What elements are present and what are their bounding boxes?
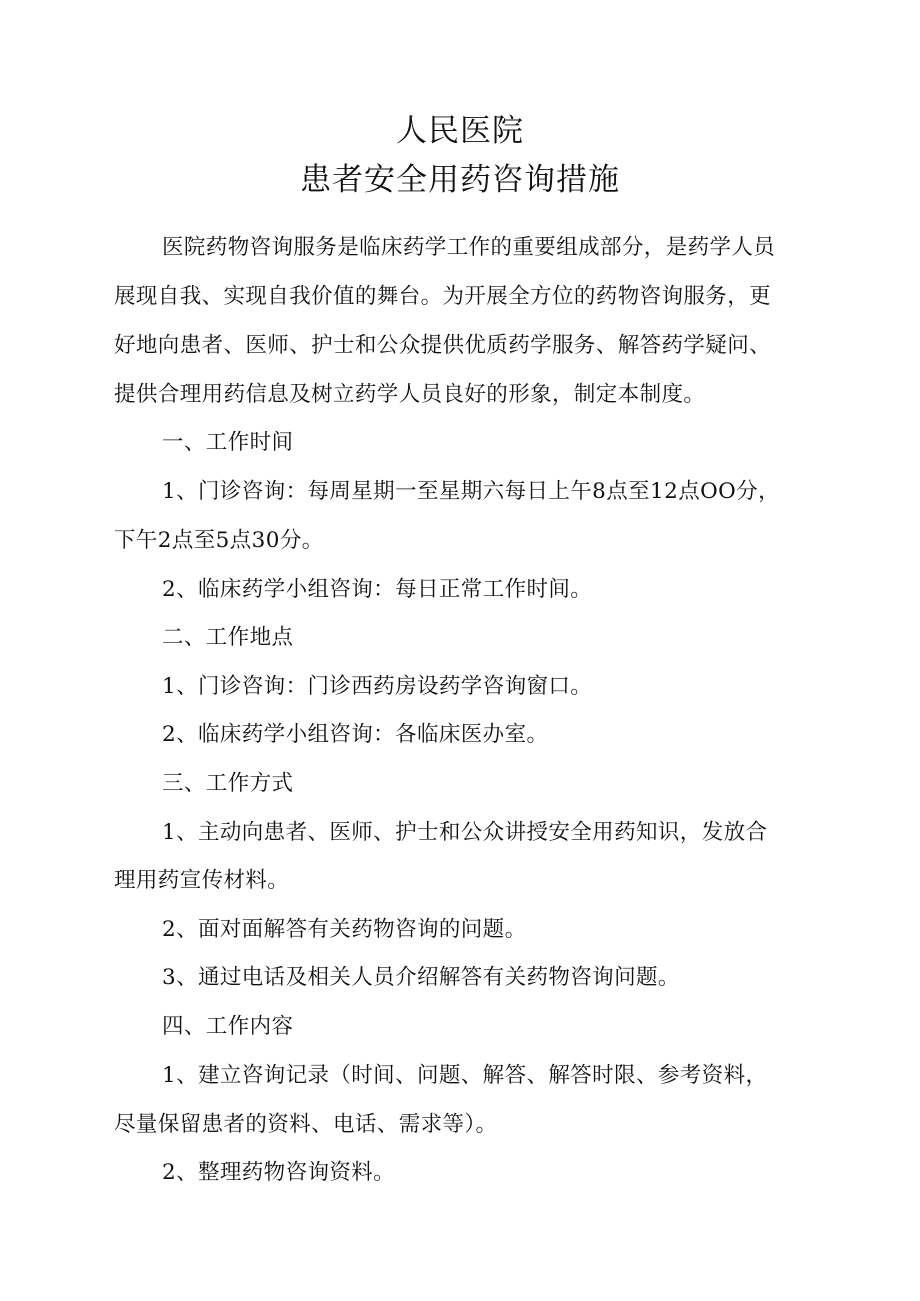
paragraph-line: 1、门诊咨询：每周星期一至星期六每日上午8点至12点OO分， — [162, 479, 780, 504]
intro-line-4: 提供合理用药信息及树立药学人员良好的形象，制定本制度。 — [114, 382, 706, 407]
intro-line-2: 展现自我、实现自我价值的舞台。为开展全方位的药物咨询服务，更 — [114, 284, 772, 309]
paragraph-line: 3、通过电话及相关人员介绍解答有关药物咨询问题。 — [162, 965, 680, 990]
paragraph-line: 1、门诊咨询：门诊西药房设药学咨询窗口。 — [162, 674, 593, 699]
paragraph-line: 1、建立咨询记录（时间、问题、解答、解答时限、参考资料， — [162, 1063, 768, 1088]
section-heading-work-location: 二、工作地点 — [162, 625, 294, 650]
section-heading-work-content: 四、工作内容 — [162, 1014, 294, 1039]
paragraph-line: 下午2点至5点30分。 — [114, 528, 324, 553]
section-heading-work-time: 一、工作时间 — [162, 430, 294, 455]
paragraph-line: 2、整理药物咨询资料。 — [162, 1160, 396, 1185]
hospital-title: 人民医院 — [396, 113, 524, 149]
paragraph-line: 2、面对面解答有关药物咨询的问题。 — [162, 917, 527, 942]
intro-line-1: 医院药物咨询服务是临床药学工作的重要组成部分，是药学人员 — [162, 235, 776, 260]
paragraph-line: 理用药宣传材料。 — [114, 868, 290, 893]
intro-line-3: 好地向患者、医师、护士和公众提供优质药学服务、解答药学疑问、 — [114, 333, 772, 358]
document-title: 患者安全用药咨询措施 — [300, 162, 620, 198]
paragraph-line: 1、主动向患者、医师、护士和公众讲授安全用药知识，发放合 — [162, 820, 768, 845]
section-heading-work-method: 三、工作方式 — [162, 771, 294, 796]
paragraph-line: 尽量保留患者的资料、电话、需求等）。 — [114, 1112, 498, 1137]
paragraph-line: 2、临床药学小组咨询：每日正常工作时间。 — [162, 577, 593, 602]
paragraph-line: 2、临床药学小组咨询：各临床医办室。 — [162, 722, 549, 747]
